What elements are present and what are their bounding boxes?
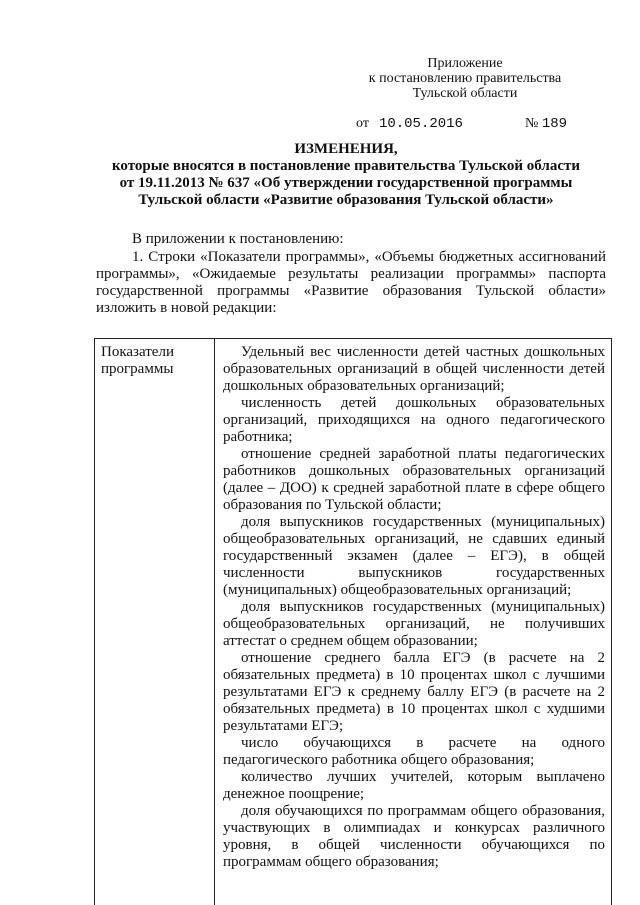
from-label: от [356, 116, 369, 131]
document-heading [96, 141, 596, 209]
indicator-item: Удельный вес численности детей частных дошкольных образовательных организаций в общей численности детей дошкольных образовательных организаций; [223, 344, 605, 394]
heading-line-3: от 19.11.2013 № 637 «Об утверждении государственной программы [119, 175, 573, 191]
indicator-item: численность детей дошкольных образовательных организаций, приходящихся на одного педагогического работника; [223, 395, 605, 445]
appendix-line-2: к постановлению правительства [368, 71, 562, 86]
table-column-divider [214, 339, 215, 905]
indicator-item: число обучающихся в расчете на одного педагогического работника общего образования; [223, 735, 605, 768]
indicator-item: отношение средней заработной платы педагогических работников дошкольных образовательных организаций (далее – ДОО) к средней заработной плате в сфере общего образования по Тульской области; [223, 446, 605, 513]
appendix-title: Приложение [427, 56, 503, 71]
heading-line-2: которые вносятся в постановление правительства Тульской области [111, 158, 581, 174]
indicator-item: доля выпускников государственных (муниципальных) общеобразовательных организаций, не сдавших единый государственный экзамен (далее – ЕГЭ), в общей численности выпускников государственных (муниципальных) общеобразовательных организаций; [223, 514, 605, 598]
appendix-header [330, 56, 600, 101]
indicator-item: доля выпускников государственных (муниципальных) общеобразовательных организаций, не получивших аттестат о среднем общем образовании; [223, 599, 605, 649]
indicator-item: отношение среднего балла ЕГЭ (в расчете на 2 обязательных предмета) в 10 процентах школ с лучшими результатами ЕГЭ к среднему баллу ЕГЭ (в расчете на 2 обязательных предмета) в 10 процентах школ с худшими результатами ЕГЭ; [223, 650, 605, 734]
intro-paragraph-2: 1. Строки «Показатели программы», «Объемы бюджетных ассигнований программы», «Ожидаемые результаты реализации программы» паспорта государственной программы «Развитие образования Тульской области» изложить в новой редакции: [96, 249, 606, 316]
indicators-table [94, 338, 612, 905]
heading-title: ИЗМЕНЕНИЯ, [294, 141, 398, 157]
resolution-number: 189 [541, 116, 568, 132]
resolution-date: 10.05.2016 [378, 116, 463, 132]
intro-text [96, 231, 606, 317]
table-row-content [223, 344, 605, 871]
appendix-line-3: Тульской области [412, 86, 518, 101]
heading-line-4: Тульской области «Развитие образования Тульской области» [138, 192, 554, 208]
resolution-number-line [356, 116, 567, 132]
intro-paragraph-1: В приложении к постановлению: [132, 231, 344, 247]
indicator-item: доля обучающихся по программам общего образования, участвующих в олимпиадах и конкурсах различного уровня, в общей численности обучающихся по программам общего образования; [223, 803, 605, 870]
number-label: № [524, 116, 539, 131]
indicator-item: количество лучших учителей, которым выплачено денежное поощрение; [223, 769, 605, 802]
table-row-label: Показатели программы [101, 344, 174, 377]
